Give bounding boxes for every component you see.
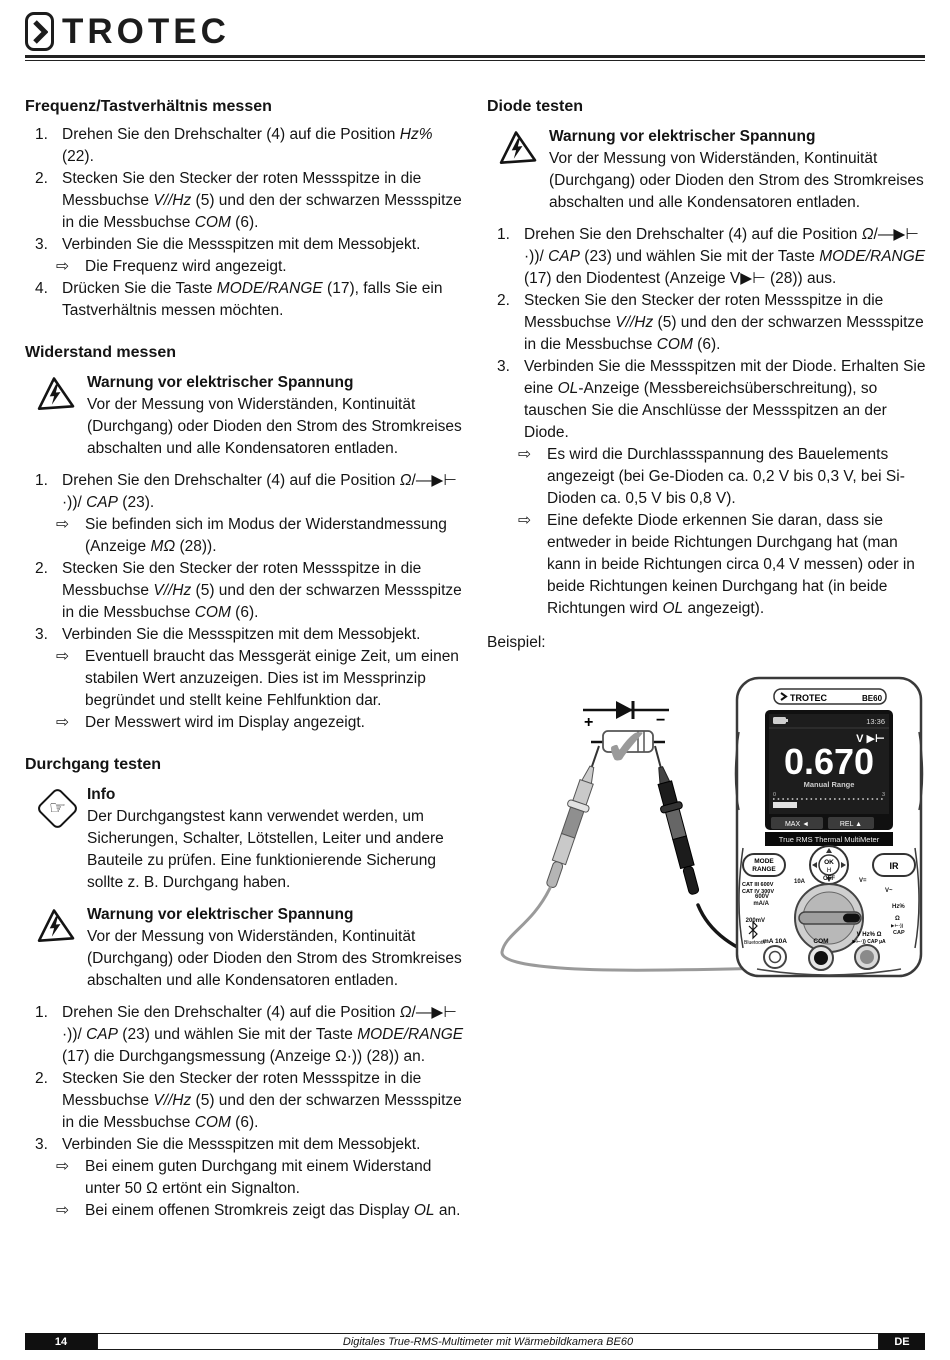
svg-text:Hz%: Hz% — [892, 904, 905, 910]
meter-display — [765, 710, 893, 830]
result-item: ⇨ Bei einem offenen Stromkreis zeigt das Display OL an. — [25, 1200, 466, 1222]
svg-text:CAP: CAP — [893, 930, 905, 936]
list-item: 1. Drehen Sie den Drehschalter (4) auf die Position Ω/—▶⊢ ·))/ CAP (23) und wählen Sie mit der Taste MODE/RANGE (17) den Diodentest (Anzeige V▶⊢ (28)) aus. — [497, 226, 926, 287]
result-arrow-icon: ⇨ — [56, 648, 69, 665]
result-item: ⇨ Der Messwert wird im Display angezeigt. — [25, 712, 466, 734]
nav-ok-label: OK — [824, 859, 834, 866]
list-item: 1. Drehen Sie den Drehschalter (4) auf die Position Ω/—▶⊢ ·))/ CAP (23) und wählen Sie mit der Taste MODE/RANGE (17) die Durchgangsmessung (Anzeige Ω·)) (28)) an. — [35, 1004, 464, 1065]
list-item: 2. Stecken Sie den Stecker der roten Messspitze in die Messbuchse V//Hz (5) und den der schwarzen Messspitze in die Messbuchse COM (6). — [497, 292, 924, 353]
jack-label-ma: mA 10A — [763, 938, 787, 945]
result-arrow-icon: ⇨ — [56, 1202, 69, 1219]
bar-min: 0 — [773, 792, 777, 798]
svg-text:RANGE: RANGE — [752, 866, 776, 873]
svg-text:BE60: BE60 — [862, 694, 883, 703]
svg-text:mA/A: mA/A — [753, 901, 769, 907]
warning-triangle-icon — [25, 372, 87, 460]
language-badge: DE — [879, 1333, 925, 1350]
example-label: Beispiel: — [487, 634, 546, 651]
bar-max: 3 — [881, 792, 885, 798]
jack-label-com: COM — [813, 938, 829, 945]
jack-label-v2: ▶⊢·)) CAP µA — [852, 939, 886, 945]
warning-title: Warnung vor elektrischer Spannung — [87, 374, 354, 391]
cat-rating-1: CAT III 600V — [742, 882, 774, 888]
display-value: 0.670 — [783, 741, 875, 782]
svg-text:OFF: OFF — [823, 876, 835, 882]
input-jacks — [763, 932, 886, 970]
check-icon: ✔ — [605, 719, 649, 777]
example-figure — [487, 670, 930, 989]
softkey-max: MAX ◄ — [784, 821, 810, 828]
result-arrow-icon: ⇨ — [56, 714, 69, 731]
svg-text:▶⊢·)): ▶⊢·)) — [891, 923, 904, 928]
ir-button — [873, 854, 915, 876]
svg-text:V=: V= — [859, 878, 867, 884]
bargraph-fill — [773, 802, 797, 808]
result-item: ⇨ Es wird die Durchlassspannung des Bauelements angezeigt (bei Ge-Dioden ca. 0,2 V bis 0,3 V, bei Si-Dioden ca. 0,5 V bis 0,8 V). — [487, 444, 930, 510]
page-footer — [25, 1333, 925, 1350]
svg-text:+: + — [584, 714, 594, 731]
info-notice — [25, 784, 466, 894]
meter-brand-label — [774, 689, 886, 704]
result-arrow-icon: ⇨ — [56, 516, 69, 533]
plug-red — [860, 950, 874, 964]
svg-text:Ω: Ω — [895, 916, 900, 922]
probe-red — [540, 742, 609, 890]
list-item: 2. Stecken Sie den Stecker der roten Messspitze in die Messbuchse V//Hz (5) und den der schwarzen Messspitze in die Messbuchse COM (6). — [35, 1070, 462, 1131]
section-heading-diode: Diode testen — [487, 98, 584, 115]
brand-logo — [25, 12, 230, 51]
result-item: ⇨ Sie befinden sich im Modus der Widerstandmessung (Anzeige MΩ (28)). — [25, 514, 466, 558]
display-range: Manual Range — [803, 780, 855, 789]
display-mode-symbol: V ▶⊢ — [856, 733, 885, 745]
info-body: Der Durchgangstest kann verwendet werden, um Sicherungen, Schalter, Lötstellen, Leiter und andere Bauteile zu prüfen. Eine funktionierende Sicherung sollte z. B. Durchgang haben. — [87, 808, 444, 891]
list-item: 2. Stecken Sie den Stecker der roten Messspitze in die Messbuchse V//Hz (5) und den der schwarzen Messspitze in die Messbuchse COM (6). — [35, 170, 462, 231]
cat-rating-2: CAT IV 300V — [742, 889, 774, 895]
result-item: ⇨ Die Frequenz wird angezeigt. — [25, 256, 466, 278]
bluetooth-label: Bluetooth — [744, 940, 766, 946]
battery-icon — [773, 717, 786, 724]
probe-black — [644, 743, 705, 896]
list-item: 3. Verbinden Sie die Messspitzen mit dem Messobjekt. — [35, 626, 421, 643]
warning-notice — [25, 904, 466, 992]
svg-text:10A: 10A — [793, 879, 805, 885]
page-number: 14 — [25, 1333, 97, 1350]
result-arrow-icon: ⇨ — [56, 1158, 69, 1175]
warning-triangle-icon — [25, 904, 87, 992]
list-item: 1. Drehen Sie den Drehschalter (4) auf die Position Ω/—▶⊢ ·))/ CAP (23). — [35, 472, 457, 511]
warning-title: Warnung vor elektrischer Spannung — [87, 906, 354, 923]
warning-triangle-icon — [487, 126, 549, 214]
warning-body: Vor der Messung von Widerständen, Kontinuität (Durchgang) oder Dioden den Strom des Stromkreises abschalten und alle Kondensatoren entladen. — [87, 928, 462, 989]
left-column — [25, 96, 466, 1222]
svg-text:MODE: MODE — [754, 858, 774, 865]
section-heading-resistance: Widerstand messen — [25, 344, 177, 361]
right-column — [487, 96, 930, 989]
footer-title: Digitales True-RMS-Multimeter mit Wärmebildkamera BE60 — [97, 1333, 879, 1350]
result-arrow-icon: ⇨ — [518, 446, 531, 463]
result-item: ⇨ Eine defekte Diode erkennen Sie daran, dass sie entweder in beide Richtungen Durchgang hat (man kann in beide Richtungen circa 0,4 V messen) oder in beide Richtungen keinen Durchgang hat (in beide Richtungen wird OL angezeigt). — [487, 510, 930, 620]
jack-label-v1: V Hz% Ω — [856, 932, 882, 938]
result-item: ⇨ Bei einem guten Durchgang mit einem Widerstand unter 50 Ω ertönt ein Signalton. — [25, 1156, 466, 1200]
display-time: 13:36 — [866, 717, 885, 726]
info-hand-icon: ☞ — [25, 784, 87, 894]
result-item: ⇨ Eventuell braucht das Messgerät einige Zeit, um einen stabilen Wert anzuzeigen. Dies ist im Messprinzip begründet und stellt keine Fehlfunktion dar. — [25, 646, 466, 712]
trotec-chevron-icon — [25, 12, 54, 51]
svg-text:IR: IR — [889, 861, 899, 871]
svg-text:600V: 600V — [754, 894, 769, 900]
list-item: 4. Drücken Sie die Taste MODE/RANGE (17), falls Sie ein Tastverhältnis messen möchten. — [35, 280, 443, 319]
mode-range-button — [743, 854, 785, 876]
header-rule — [25, 55, 925, 61]
display-caption: True RMS Thermal MultiMeter — [778, 835, 880, 844]
section-heading-continuity: Durchgang testen — [25, 756, 162, 773]
multimeter — [736, 678, 923, 976]
section-heading-frequency: Frequenz/Tastverhältnis messen — [25, 98, 272, 115]
list-item: 3. Verbinden Sie die Messspitzen mit dem Messobjekt. — [35, 1136, 421, 1153]
warning-body: Vor der Messung von Widerständen, Kontinuität (Durchgang) oder Dioden den Strom des Stromkreises abschalten und alle Kondensatoren entladen. — [549, 150, 924, 211]
plug-black — [814, 951, 828, 965]
warning-body: Vor der Messung von Widerständen, Kontinuität (Durchgang) oder Dioden den Strom des Stromkreises abschalten und alle Kondensatoren entladen. — [87, 396, 462, 457]
svg-text:V~: V~ — [885, 888, 893, 894]
svg-text:200mV: 200mV — [745, 918, 765, 924]
diode-component — [591, 719, 665, 777]
nav-h-label: H — [826, 868, 832, 874]
warning-notice — [487, 126, 930, 214]
list-item: 2. Stecken Sie den Stecker der roten Messspitze in die Messbuchse V//Hz (5) und den der schwarzen Messspitze in die Messbuchse COM (6). — [35, 560, 462, 621]
list-item: 1. Drehen Sie den Drehschalter (4) auf die Position Hz% (22). — [35, 126, 433, 165]
result-arrow-icon: ⇨ — [518, 512, 531, 529]
svg-text:TROTEC: TROTEC — [790, 693, 827, 703]
list-item: 3. Verbinden Sie die Messspitzen mit der Diode. Erhalten Sie eine OL-Anzeige (Messbereichsüberschreitung), so tauschen Sie die Anschlüsse der Messspitzen an der Diode. — [497, 358, 926, 441]
softkey-rel: REL ▲ — [839, 821, 863, 828]
dial-pointer — [843, 914, 860, 923]
list-item: 3. Verbinden Sie die Messspitzen mit dem Messobjekt. — [35, 236, 421, 253]
info-title: Info — [87, 786, 116, 803]
svg-text:−: − — [656, 712, 666, 729]
result-arrow-icon: ⇨ — [56, 258, 69, 275]
brand-name: TROTEC — [62, 12, 230, 51]
warning-title: Warnung vor elektrischer Spannung — [549, 128, 816, 145]
warning-notice — [25, 372, 466, 460]
